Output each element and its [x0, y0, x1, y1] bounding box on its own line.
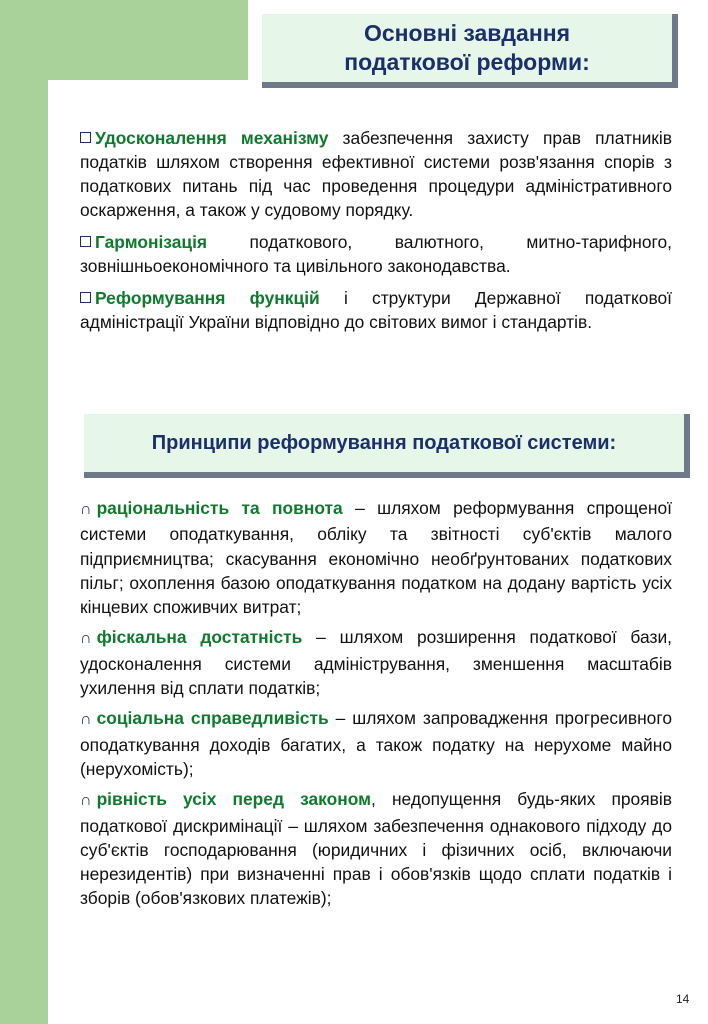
principle-keyword: рівність усіх перед законом — [96, 789, 372, 810]
subtitle-box — [84, 414, 690, 478]
principle-text: – шляхом розширення податкової бази, удосконалення системи адміністрування, зменшення масштабів ухилення від сплати податків; — [80, 627, 672, 699]
principle-item — [80, 706, 672, 781]
section-subtitle: Принципи реформування податкової системи: — [151, 431, 617, 454]
task-text: податкового, валютного, митно-тарифного, зовнішньоекономічного та цивільного законодавства. — [80, 232, 672, 276]
task-item — [80, 286, 672, 334]
principle-item — [80, 496, 672, 619]
principle-item — [80, 787, 672, 910]
task-item — [80, 230, 672, 278]
principle-item — [80, 625, 672, 700]
task-keyword: Удосконалення механізму — [95, 128, 329, 148]
title-box — [262, 14, 678, 88]
checkbox-bullet-icon — [80, 236, 91, 247]
task-item — [80, 126, 672, 222]
page-title: Основні завдання податкової реформи: — [344, 20, 590, 75]
task-keyword: Реформування функцій — [95, 288, 320, 308]
arc-bullet-icon: ∩ — [80, 792, 92, 810]
page-number: 14 — [676, 992, 690, 1006]
principles-list — [80, 496, 672, 917]
checkbox-bullet-icon — [80, 292, 91, 303]
principle-text: – шляхом реформування спрощеної системи оподаткування, обліку та звітності суб'єктів малого підприємництва; скасування економічно необґрунтованих податкових пільг; охоплення базою оподаткування податком на додану вартість усіх кінцевих споживчих витрат; — [80, 498, 672, 618]
principle-keyword: раціональність та повнота — [96, 498, 343, 518]
tasks-list — [80, 126, 672, 342]
left-green-stripe — [0, 0, 48, 1024]
checkbox-bullet-icon — [80, 132, 91, 143]
arc-bullet-icon: ∩ — [80, 630, 92, 648]
task-text: і структури Державної податкової адміністрації України відповідно до світових вимог і стандартів. — [80, 288, 672, 332]
task-keyword: Гармонізація — [95, 232, 208, 252]
principle-keyword: соціальна справедливість — [96, 708, 329, 729]
principle-keyword: фіскальна достатність — [96, 627, 303, 648]
arc-bullet-icon: ∩ — [80, 711, 92, 729]
top-green-band — [0, 0, 248, 80]
task-text: забезпечення захисту прав платників податків шляхом створення ефективної системи розв'язання спорів з податкових питань під час проведення процедури адміністративного оскарження, а також у судовому порядку. — [80, 128, 672, 220]
arc-bullet-icon: ∩ — [80, 501, 92, 518]
principle-text: – шляхом запровадження прогресивного оподаткування доходів багатих, а також податку на нерухоме майно (нерухомість); — [80, 708, 672, 779]
principle-text: , недопущення будь-яких проявів податкової дискримінації – шляхом забезпечення однакового підходу до суб'єктів господарювання (юридичних і фізичних осіб, включаючи нерезидентів) при визначенні прав і обов'язків щодо сплати податків і зборів (обов'язкових платежів); — [80, 789, 672, 909]
